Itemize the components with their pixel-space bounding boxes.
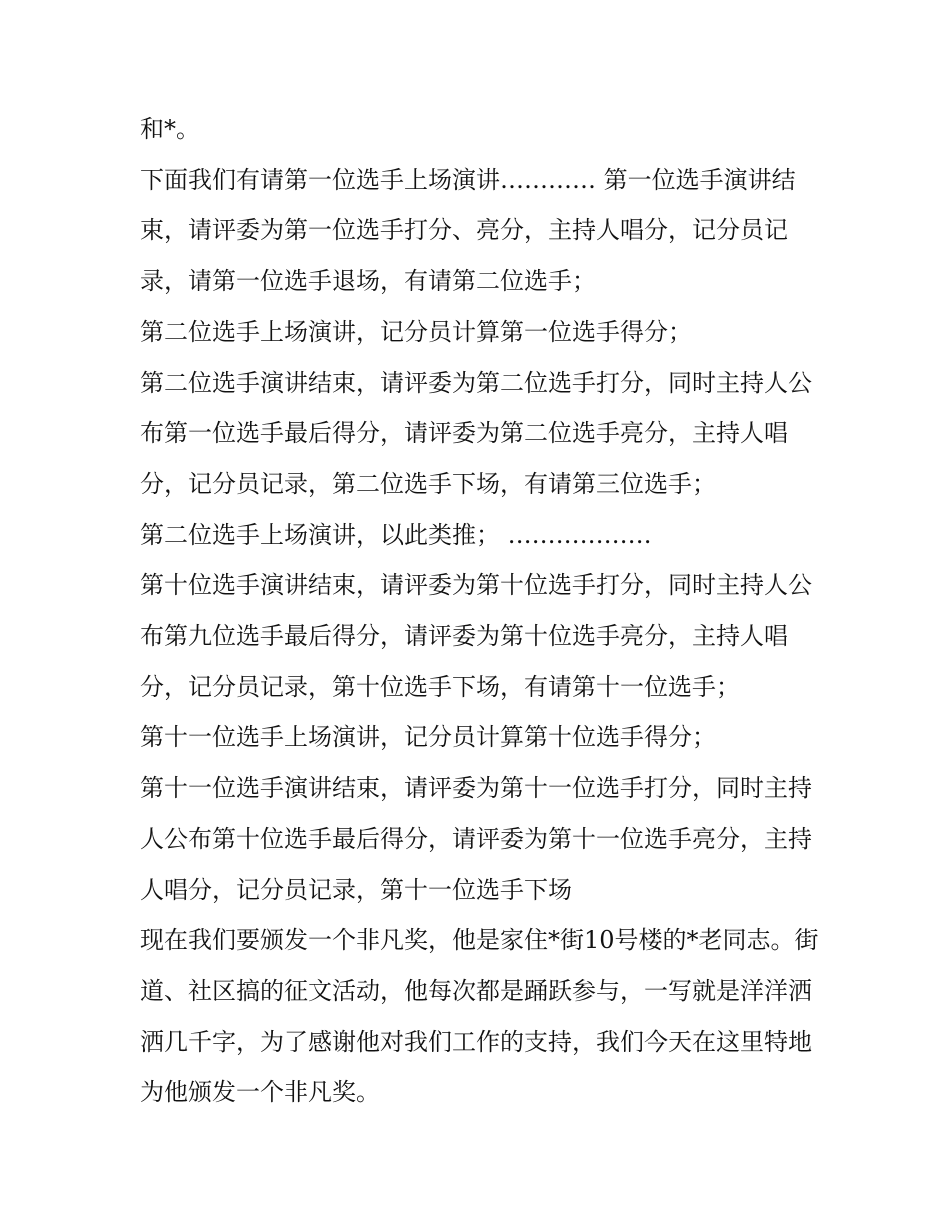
document-page: [140, 104, 820, 1118]
paragraph: 第二位选手上场演讲，记分员计算第一位选手得分；: [140, 317, 692, 346]
paragraph: 下面我们有请第一位选手上场演讲………… 第一位选手演讲结束，请评委为第一位选手打分、亮分，主持人唱分，记分员记录，请第一位选手退场，有请第二位选手；: [140, 165, 796, 296]
paragraph: 第二位选手上场演讲，以此类推； ………………: [140, 520, 652, 549]
paragraph: 和*。: [140, 115, 200, 143]
paragraph: 第十一位选手演讲结束，请评委为第十一位选手打分，同时主持人公布第十位选手最后得分，请评委为第十一位选手亮分，主持人唱分，记分员记录，第十一位选手下场: [140, 774, 812, 904]
paragraph: 第二位选手演讲结束，请评委为第二位选手打分，同时主持人公布第一位选手最后得分，请评委为第二位选手亮分，主持人唱分，记分员记录，第二位选手下场，有请第三位选手；: [140, 368, 812, 498]
paragraph: 现在我们要颁发一个非凡奖，他是家住*街10号楼的*老同志。街道、社区搞的征文活动，他每次都是踊跃参与，一写就是洋洋洒洒几千字，为了感谢他对我们工作的支持，我们今天在这里特地为他颁发一个非凡奖。: [140, 926, 819, 1107]
paragraph: 第十位选手演讲结束，请评委为第十位选手打分，同时主持人公布第九位选手最后得分，请评委为第十位选手亮分，主持人唱分，记分员记录，第十位选手下场，有请第十一位选手；: [140, 571, 812, 701]
paragraph: 第十一位选手上场演讲，记分员计算第十位选手得分；: [140, 723, 716, 752]
